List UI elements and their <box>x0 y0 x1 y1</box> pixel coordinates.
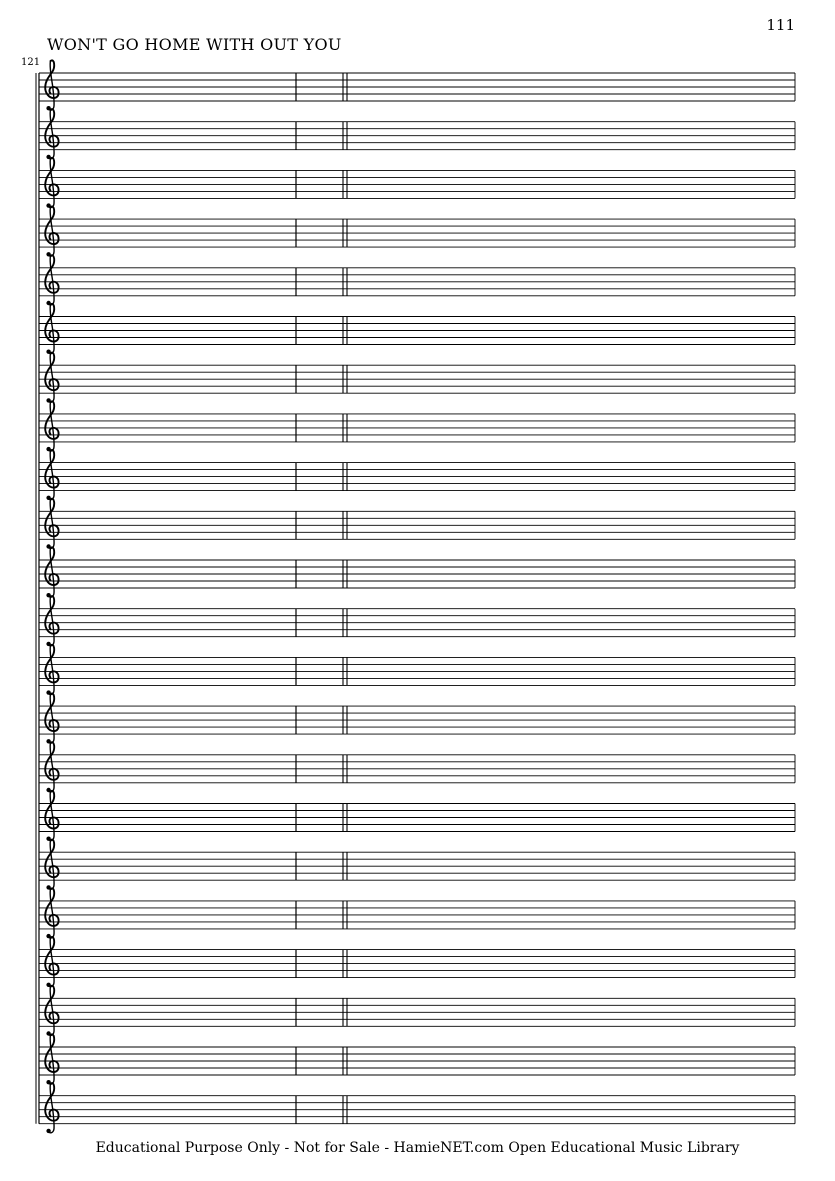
treble-clef-icon <box>45 986 58 1036</box>
treble-clef-icon <box>45 401 58 451</box>
song-title: WON'T GO HOME WITH OUT YOU <box>47 35 342 54</box>
treble-clef-icon <box>45 450 58 500</box>
treble-clef-icon <box>45 207 58 257</box>
treble-clef-icon <box>45 60 58 110</box>
treble-clef-icon <box>45 1034 58 1084</box>
treble-clef-icon <box>45 547 58 597</box>
treble-clef-icon <box>45 158 58 208</box>
page-number: 111 <box>766 16 795 34</box>
treble-clef-icon <box>45 255 58 305</box>
treble-clef-icon <box>45 645 58 695</box>
footer-copyright: Educational Purpose Only - Not for Sale - HamieNET.com Open Educational Music Library <box>95 1140 740 1156</box>
treble-clef-icon <box>45 499 58 549</box>
measure-number: 121 <box>21 57 41 68</box>
treble-clef-icon <box>45 888 58 938</box>
treble-clef-icon <box>45 304 58 354</box>
treble-clef-icon <box>45 596 58 646</box>
treble-clef-icon <box>45 353 58 403</box>
treble-clef-icon <box>45 109 58 159</box>
treble-clef-icon <box>45 840 58 890</box>
treble-clef-icon <box>45 1083 58 1133</box>
treble-clef-icon <box>45 937 58 987</box>
treble-clef-icon <box>45 742 58 792</box>
treble-clef-icon <box>45 694 58 744</box>
treble-clef-icon <box>45 791 58 841</box>
